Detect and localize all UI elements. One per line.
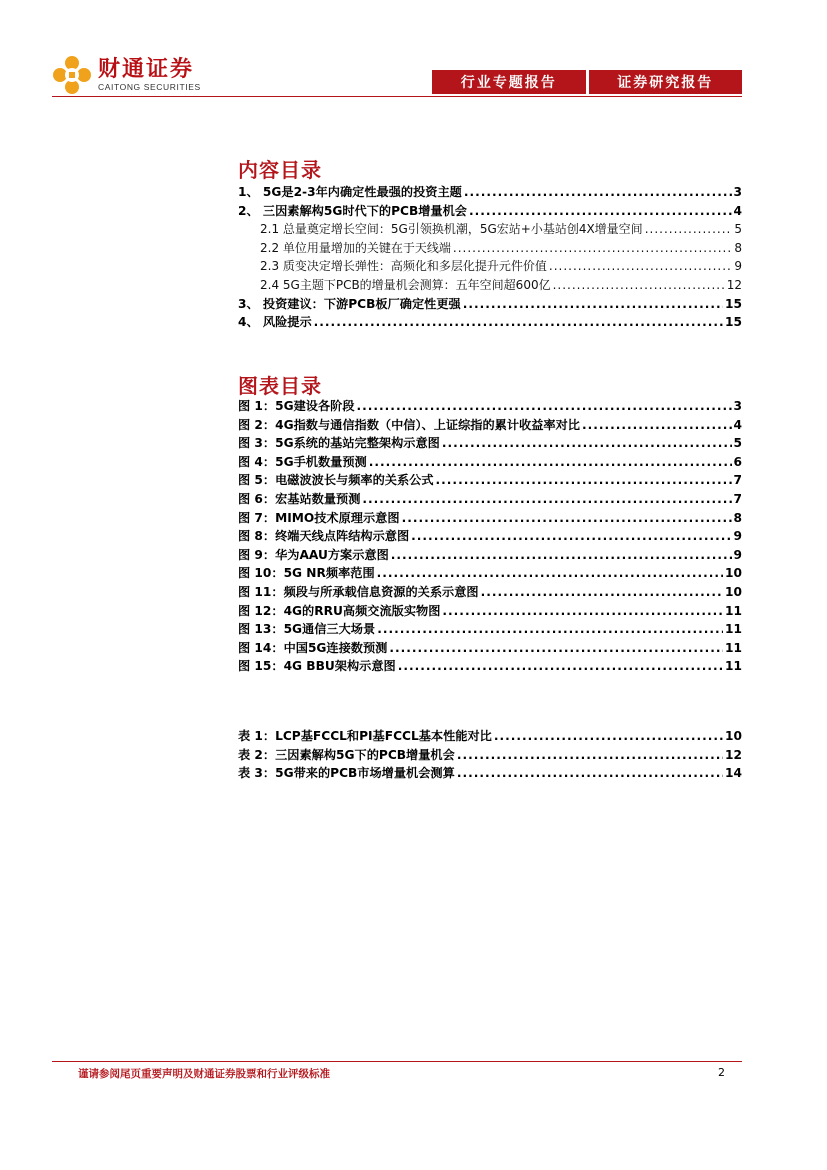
toc-entry[interactable] — [238, 202, 742, 221]
toc-entry-label: 2.2 单位用量增加的关键在于天线端 — [260, 240, 451, 255]
figures-title: 图表目录 — [238, 374, 322, 398]
toc-leader-dots — [645, 222, 733, 236]
contents-title: 内容目录 — [238, 158, 322, 182]
toc-entry[interactable] — [238, 764, 742, 783]
toc-entry[interactable] — [238, 434, 742, 453]
toc-entry-page: 5 — [734, 222, 742, 237]
toc-entry-label: 图 11：频段与所承载信息资源的关系示意图 — [238, 584, 479, 599]
header-tags — [432, 70, 742, 94]
toc-entry-label: 2.4 5G主题下PCB的增量机会测算：五年空间超600亿 — [260, 277, 551, 292]
toc-entry[interactable] — [238, 471, 742, 490]
logo-en-name: CAITONG SECURITIES — [98, 82, 201, 93]
toc-entry-page: 9 — [733, 529, 742, 544]
toc-entry-label: 图 13：5G通信三大场景 — [238, 622, 376, 637]
toc-entry[interactable] — [238, 276, 742, 295]
tables-list — [238, 727, 742, 783]
toc-entry[interactable] — [238, 416, 742, 435]
toc-leader-dots — [553, 278, 725, 292]
toc-entry-label: 图 10：5G NR频率范围 — [238, 566, 375, 581]
toc-entry-page: 11 — [725, 622, 742, 637]
toc-leader-dots — [357, 399, 732, 413]
toc-leader-dots — [411, 529, 731, 543]
toc-leader-dots — [481, 585, 723, 599]
toc-entry[interactable] — [238, 313, 742, 332]
toc-leader-dots — [389, 641, 723, 655]
toc-entry-label: 图 1：5G建设各阶段 — [238, 399, 355, 413]
toc-leader-dots — [457, 766, 723, 780]
toc-entry-page: 10 — [725, 566, 742, 581]
toc-leader-dots — [463, 297, 723, 311]
toc-entry[interactable] — [238, 639, 742, 658]
toc-entry-label: 图 6：宏基站数量预测 — [238, 491, 361, 506]
toc-leader-dots — [549, 259, 732, 273]
toc-entry-page: 5 — [733, 436, 742, 451]
toc-entry-page: 4 — [733, 203, 742, 218]
toc-entry-label: 2.3 质变决定增长弹性：高频化和多层化提升元件价值 — [260, 259, 547, 274]
toc-entry-page: 15 — [725, 296, 742, 311]
toc-entry-label: 4、 风险提示 — [238, 315, 312, 330]
contents-list — [238, 183, 742, 332]
toc-leader-dots — [442, 604, 723, 618]
toc-entry-page: 11 — [725, 603, 742, 618]
toc-leader-dots — [377, 566, 723, 580]
toc-entry-label: 表 3：5G带来的PCB市场增量机会测算 — [238, 766, 455, 781]
toc-entry-label: 1、 5G是2-3年内确定性最强的投资主题 — [238, 185, 462, 199]
toc-leader-dots — [436, 473, 732, 487]
toc-leader-dots — [377, 622, 723, 636]
toc-entry-page: 11 — [725, 640, 742, 655]
toc-entry-label: 2.1 总量奠定增长空间：5G引领换机潮，5G宏站+小基站创4X增量空间 — [260, 222, 643, 237]
toc-entry-page: 3 — [733, 185, 742, 199]
toc-entry-page: 11 — [725, 659, 742, 674]
toc-leader-dots — [314, 315, 723, 329]
toc-entry[interactable] — [238, 602, 742, 621]
toc-leader-dots — [494, 729, 723, 743]
toc-entry[interactable] — [238, 239, 742, 258]
footer-divider — [52, 1061, 742, 1062]
caitong-logo-icon — [52, 55, 92, 95]
toc-entry[interactable] — [238, 746, 742, 765]
toc-leader-dots — [464, 185, 732, 199]
toc-entry-label: 2、 三因素解构5G时代下的PCB增量机会 — [238, 203, 467, 218]
toc-entry-label: 表 2：三因素解构5G下的PCB增量机会 — [238, 747, 455, 762]
header-divider — [52, 96, 742, 97]
toc-leader-dots — [369, 455, 732, 469]
toc-entry-label: 表 1：LCP基FCCL和PI基FCCL基本性能对比 — [238, 729, 492, 743]
toc-entry[interactable] — [238, 546, 742, 565]
toc-entry-page: 7 — [733, 491, 742, 506]
toc-entry-label: 图 15：4G BBU架构示意图 — [238, 659, 396, 674]
toc-leader-dots — [402, 511, 732, 525]
toc-entry-page: 7 — [733, 473, 742, 488]
report-category-tag: 证券研究报告 — [589, 70, 743, 94]
toc-entry[interactable] — [238, 220, 742, 239]
toc-leader-dots — [582, 418, 732, 432]
toc-leader-dots — [391, 548, 732, 562]
toc-entry-page: 12 — [726, 277, 742, 292]
toc-entry-label: 图 14：中国5G连接数预测 — [238, 640, 388, 655]
toc-entry[interactable] — [238, 453, 742, 472]
toc-entry[interactable] — [238, 620, 742, 639]
toc-entry[interactable] — [238, 397, 742, 416]
toc-entry-label: 图 4：5G手机数量预测 — [238, 454, 367, 469]
toc-entry-page: 8 — [734, 240, 742, 255]
logo-cn-name: 财通证券 — [98, 56, 195, 83]
logo-text — [98, 58, 201, 92]
toc-entry-page: 9 — [734, 259, 742, 274]
toc-leader-dots — [362, 492, 731, 506]
toc-leader-dots — [442, 436, 732, 450]
company-logo — [52, 55, 201, 95]
toc-entry-page: 3 — [733, 399, 742, 413]
page-number: 2 — [718, 1066, 725, 1079]
toc-entry[interactable] — [238, 257, 742, 276]
toc-entry-label: 3、 投资建议：下游PCB板厂确定性更强 — [238, 296, 461, 311]
toc-entry[interactable] — [238, 295, 742, 314]
toc-entry[interactable] — [238, 527, 742, 546]
toc-entry-page: 15 — [725, 315, 742, 330]
toc-entry-page: 10 — [725, 584, 742, 599]
toc-leader-dots — [398, 659, 723, 673]
toc-entry[interactable] — [238, 183, 742, 202]
toc-entry-page: 14 — [725, 766, 742, 781]
toc-entry-label: 图 9：华为AAU方案示意图 — [238, 547, 389, 562]
figures-list — [238, 397, 742, 676]
toc-entry[interactable] — [238, 583, 742, 602]
toc-entry-page: 6 — [733, 454, 742, 469]
toc-entry-label: 图 5：电磁波波长与频率的关系公式 — [238, 473, 434, 488]
toc-leader-dots — [469, 204, 732, 218]
toc-entry-page: 12 — [725, 747, 742, 762]
toc-entry[interactable] — [238, 727, 742, 746]
footer-disclaimer: 谨请参阅尾页重要声明及财通证券股票和行业评级标准 — [78, 1068, 330, 1080]
toc-entry-label: 图 2：4G指数与通信指数（中信）、上证综指的累计收益率对比 — [238, 417, 580, 432]
toc-entry-label: 图 7：MIMO技术原理示意图 — [238, 510, 400, 525]
toc-entry[interactable] — [238, 509, 742, 528]
toc-entry-label: 图 3：5G系统的基站完整架构示意图 — [238, 436, 440, 451]
report-type-tag: 行业专题报告 — [432, 70, 586, 94]
toc-entry-page: 10 — [725, 729, 742, 743]
toc-leader-dots — [457, 748, 723, 762]
toc-leader-dots — [453, 241, 732, 255]
toc-entry-page: 8 — [733, 510, 742, 525]
toc-entry-label: 图 12：4G的RRU高频交流版实物图 — [238, 603, 441, 618]
toc-entry[interactable] — [238, 657, 742, 676]
toc-entry-page: 4 — [733, 417, 742, 432]
toc-entry-label: 图 8：终端天线点阵结构示意图 — [238, 529, 410, 544]
toc-entry[interactable] — [238, 490, 742, 509]
toc-entry-page: 9 — [733, 547, 742, 562]
toc-entry[interactable] — [238, 564, 742, 583]
